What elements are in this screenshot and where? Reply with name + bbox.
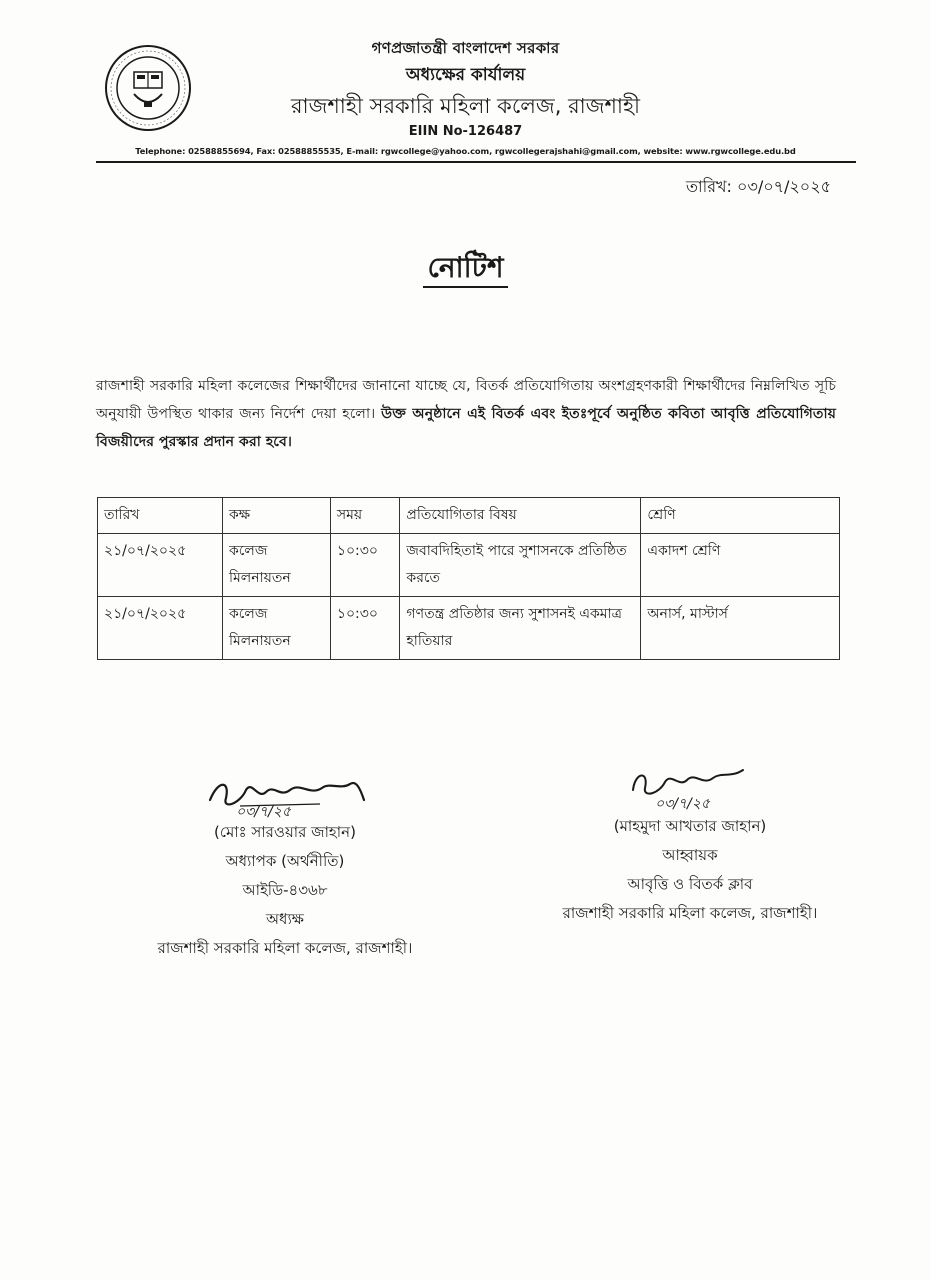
right-signature-block — [515, 812, 865, 928]
office-name: অধ্যক্ষের কার্যালয় — [405, 65, 526, 85]
college-name: রাজশাহী সরকারি মহিলা কলেজ, রাজশাহী — [290, 94, 641, 118]
table-header-cell: তারিখ — [98, 498, 223, 534]
notice-body-bold: উক্ত অনুষ্ঠানে এই বিতর্ক এবং ইতঃপূর্বে অনুষ্ঠিত কবিতা আবৃত্তি প্রতিযোগিতায় বিজয়ীদের পুরস্কার প্রদান করা হবে। — [96, 406, 836, 450]
table-header-row — [98, 498, 840, 534]
table-header-cell: কক্ষ — [223, 498, 331, 534]
table-cell: অনার্স, মাস্টার্স — [641, 597, 840, 660]
schedule-table — [97, 497, 840, 660]
left-signatory-name: (মোঃ সারওয়ার জাহান) — [214, 823, 356, 841]
left-signature-block — [110, 818, 460, 963]
notice-body-normal: রাজশাহী সরকারি মহিলা কলেজের শিক্ষার্থীদের জানানো যাচ্ছে যে, বিতর্ক প্রতিযোগিতায় অংশগ্রহণকারী শিক্ষার্থীদের নিম্নলিখিত সূচি অনুযায়ী উপস্থিত থাকার জন্য নির্দেশ দেয়া হলো। — [96, 378, 836, 422]
table-cell: ২১/০৭/২০২৫ — [98, 534, 223, 597]
table-row — [98, 534, 840, 597]
right-signatory-role: আহ্বায়ক — [662, 846, 718, 864]
table-row — [98, 597, 840, 660]
notice-title-wrap — [0, 246, 931, 293]
table-cell: ১০:৩০ — [330, 597, 400, 660]
table-header-cell: সময় — [330, 498, 400, 534]
right-signatory-name: (মাহমুদা আখতার জাহান) — [613, 817, 767, 835]
table-header-cell: শ্রেণি — [641, 498, 840, 534]
table-cell: জবাবদিহিতাই পারে সুশাসনকে প্রতিষ্ঠিত করতে — [400, 534, 641, 597]
left-signatory-institution: রাজশাহী সরকারি মহিলা কলেজ, রাজশাহী। — [157, 939, 413, 957]
header-divider — [96, 161, 856, 163]
table-header-cell: প্রতিযোগিতার বিষয় — [400, 498, 641, 534]
left-signed-date: ০৩/৭/২৫ — [236, 804, 291, 820]
right-signatory-institution: রাজশাহী সরকারি মহিলা কলেজ, রাজশাহী। — [562, 904, 818, 922]
table-cell: কলেজ মিলনায়তন — [223, 534, 331, 597]
table-cell: কলেজ মিলনায়তন — [223, 597, 331, 660]
notice-body — [96, 372, 836, 456]
table-cell: ১০:৩০ — [330, 534, 400, 597]
right-signatory-club: আবৃত্তি ও বিতর্ক ক্লাব — [627, 875, 753, 893]
table-cell: ২১/০৭/২০২৫ — [98, 597, 223, 660]
contact-line: Telephone: 02588855694, Fax: 02588855535, E-mail: rgwcollege@yahoo.com, rgwcollegerajshahi@gmail.com, website: www.rgwcollege.edu.bd — [135, 146, 796, 156]
right-signed-date: ০৩/৭/২৫ — [655, 796, 710, 812]
left-signatory-role: অধ্যক্ষ — [266, 910, 304, 928]
table-cell: একাদশ শ্রেণি — [641, 534, 840, 597]
eiin-number: EIIN No-126487 — [408, 124, 523, 139]
left-signatory-designation: অধ্যাপক (অর্থনীতি) — [225, 852, 345, 870]
notice-date: তারিখ: ০৩/০৭/২০২৫ — [686, 177, 831, 196]
government-name: গণপ্রজাতন্ত্রী বাংলাদেশ সরকার — [371, 39, 560, 57]
notice-title: নোটিশ — [423, 251, 507, 288]
table-cell: গণতন্ত্র প্রতিষ্ঠার জন্য সুশাসনই একমাত্র হাতিয়ার — [400, 597, 641, 660]
left-signatory-id: আইডি-৪৩৬৮ — [242, 881, 328, 899]
